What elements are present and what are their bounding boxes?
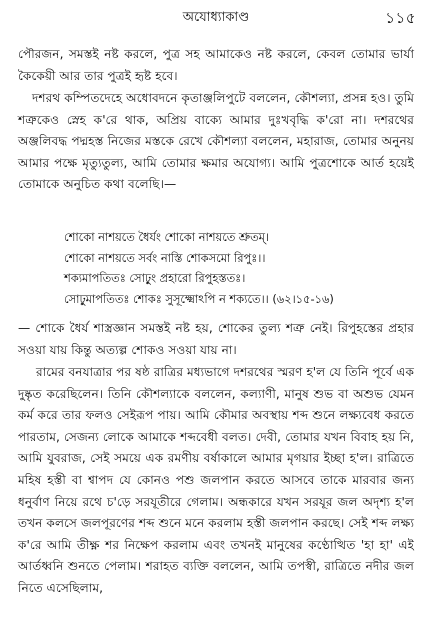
page-number: ১১৫ [385,9,416,27]
verse-line-2: শোকো নাশয়তে সর্বং নাস্তি শোকসমো রিপুঃ।। [64,250,266,265]
paragraph-4: রামের বনযাত্রার পর ষষ্ঠ রাত্রির মধ্যভাগে দশরথের স্মরণ হ'ল যে তিনি পূর্বে এক দুষ্কৃত করেছিলেন। তিনি কৌশল্যাকে বললেন, কল্যাণী, মানুষ শুভ বা অশুভ যেমন কর্ম করে তার ফলও সেইরূপ পায়। আমি কৌমার অবস্থায় শব্দ শুনে লক্ষ্যবেধ করতে পারতাম, সেজন্য লোকে আমাকে শব্দবেধী বলত। দেবী, তোমার যখন বিবাহ হয় নি, আমি যুবরাজ, সেই সময়ে এক রমণীয় বর্ষাকালে আমার মৃগয়ার ইচ্ছা হ'ল। রাত্রিতে মহিষ হস্তী বা শ্বাপদ যে কোনও পশু জলপান করতে আসবে তাকে মারবার জন্য ধনুর্বাণ নিয়ে রথে চ'ড়ে সরযূতীরে গেলাম। অন্ধকারে যখন সরযূর জল অদৃশ্য হ'ল তখন কলসে জলপূরণের শব্দ শুনে মনে করলাম হস্তী জলপান করছে। সেই শব্দ লক্ষ্য ক'রে আমি তীক্ষ্ণ শর নিক্ষেপ করলাম এবং তখনই মানুষের কণ্ঠোত্থিত 'হা হা' এই আর্তধ্বনি শুনতে পেলাম। শরাহত ব্যক্তি বললেন, আমি তপস্বী, রাত্রিতে নদীর জল নিতে এসেছিলাম, [18,365,414,595]
sanskrit-verse [64,227,424,309]
verse-line-3: শক্যমাপতিতঃ সোঢ়ুং প্রহারো রিপুহস্ততঃ। [64,271,246,285]
paragraph-2: দশরথ কম্পিতদেহে অধোবদনে কৃতাঞ্জলিপুটে বললেন, কৌশল্যা, প্রসন্ন হও। তুমি শত্রুকেও স্নেহ ক'রে থাক, অপ্রিয় বাক্যে আমার দুঃখবৃদ্ধি ক'রো না। দশরথের অঞ্জলিবদ্ধ পদ্মহস্ত নিজের মস্তকে রেখে কৌশল্যা বললেন, মহারাজ, তোমার অনুনয় আমার পক্ষে মৃত্যুতুল্য, আমি তোমার ক্ষমার অযোগ্য। আমি পুত্রশোকে আর্ত হয়েই তোমাকে অনুচিত কথা বলেছি।— [18,91,414,192]
paragraph-1: পৌরজন, সমস্তই নষ্ট করলে, পুত্র সহ আমাকেও নষ্ট করলে, কেবল তোমার ভার্যা কৈকেয়ী আর তার পুত্রই হৃষ্ট হবে। [18,47,414,83]
verse-line-4: সোঢ়ুমাপতিতঃ শোকঃ সুসূক্ষ্মোঽপি ন শক্যতে।। (৬২।১৫-১৬) [64,291,334,306]
verse-line-1: শোকো নাশয়তে ধৈর্যং শোকো নাশয়তে শ্রুতম্। [64,230,270,244]
paragraph-3: — শোকে ধৈর্য শাস্ত্রজ্ঞান সমস্তই নষ্ট হয়, শোকের তুল্য শত্রু নেই। রিপুহস্তের প্রহার সওয়া যায় কিন্তু অত্যল্প শোকও সওয়া যায় না। [18,321,414,357]
running-title: অযোধ্যাকাণ্ড [182,10,250,25]
page-header [0,8,432,30]
